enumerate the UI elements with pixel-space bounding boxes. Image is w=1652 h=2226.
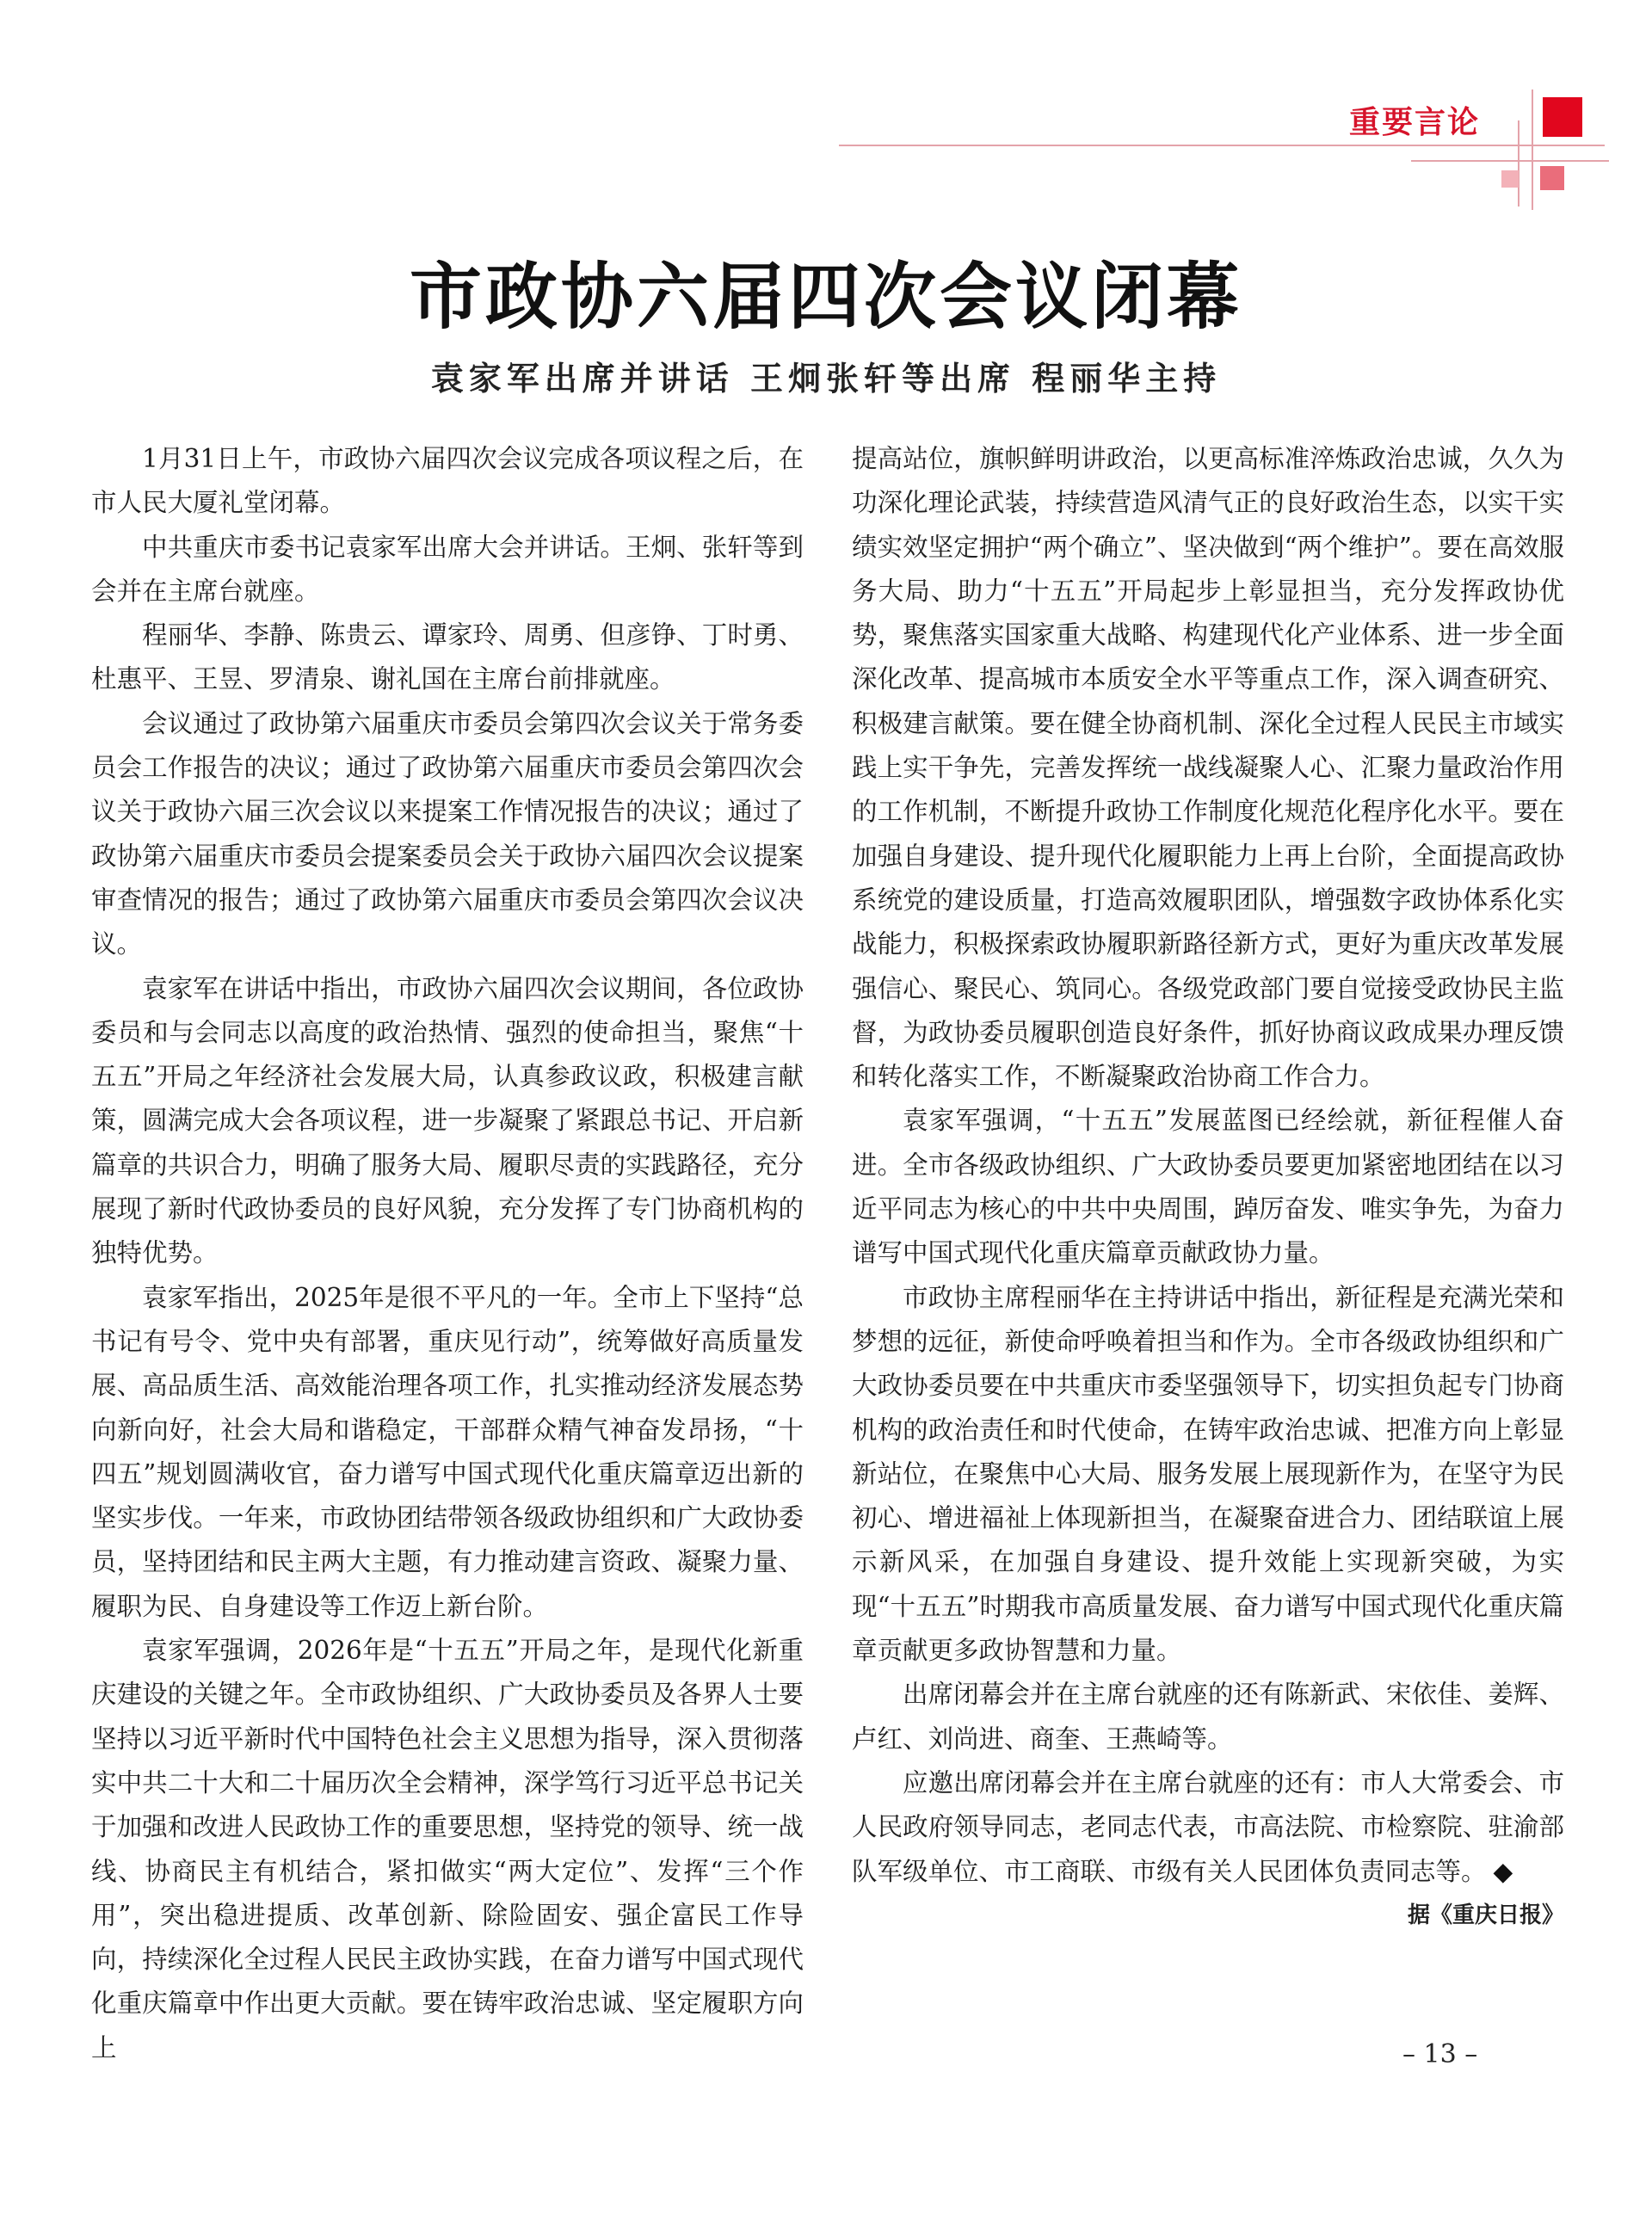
article-source: 据《重庆日报》 (1407, 1902, 1564, 1928)
paragraph-final-text: 应邀出席闭幕会并在主席台就座的还有：市人大常委会、市人民政府领导同志，老同志代表，市高法院、市检察院、驻渝部队军级单位、市工商联、市级有关人民团体负责同志等。 (852, 1767, 1564, 1886)
header-rule-short (1411, 160, 1609, 162)
paragraph: 市政协主席程丽华在主持讲话中指出，新征程是充满光荣和梦想的远征，新使命呼唤着担当和作为。全市各级政协组织和广大政协委员要在中共重庆市委坚强领导下，切实担负起专门协商机构的政治责任和时代使命，在铸牢政治忠诚、把准方向上彰显新站位，在聚焦中心大局、服务发展上展现新作为，在坚守为民初心、增进福祉上体现新担当，在凝聚奋进合力、团结联谊上展示新风采，在加强自身建设、提升效能上实现新突破，为实现“十五五”时期我市高质量发展、奋力谱写中国式现代化重庆篇章贡献更多政协智慧和力量。 (852, 1282, 1564, 1666)
paragraph: 袁家军在讲话中指出，市政协六届四次会议期间，各位政协委员和与会同志以高度的政治热情、强烈的使命担当，聚焦“十五五”开局之年经济社会发展大局，认真参政议政，积极建言献策，圆满完成大会各项议程，进一步凝聚了紧跟总书记、开启新篇章的共识合力，明确了服务大局、履职尽责的实践路径，充分展现了新时代政协委员的良好风貌，充分发挥了专门协商机构的独特优势。 (91, 973, 804, 1268)
article-subtitle: 袁家军出席并讲话 王炯张轩等出席 程丽华主持 (430, 359, 1222, 398)
paragraph: 程丽华、李静、陈贵云、谭家玲、周勇、但彦铮、丁时勇、杜惠平、王昱、罗清泉、谢礼国在主席台前排就座。 (91, 620, 804, 694)
paragraph: 中共重庆市委书记袁家军出席大会并讲话。王炯、张轩等到会并在主席台就座。 (91, 532, 804, 606)
paragraph: 1月31日上午，市政协六届四次会议完成各项议程之后，在市人民大厦礼堂闭幕。 (91, 444, 804, 518)
paragraph-final (852, 1761, 1564, 1928)
paragraph: 袁家军强调，2026年是“十五五”开局之年，是现代化新重庆建设的关键之年。全市政协组织、广大政协委员及各界人士要坚持以习近平新时代中国特色社会主义思想为指导，深入贯彻落实中共二十大和二十届历次全会精神，深学笃行习近平总书记关于加强和改进人民政协工作的重要思想，坚持党的领导、统一战线、协商民主有机结合，紧扣做实“两大定位”、发挥“三个作用”，突出稳进提质、改革创新、除险固安、强企富民工作导向，持续深化全过程人民民主政协实践，在奋力谱写中国式现代化重庆篇章中作出更大贡献。要在铸牢政治忠诚、坚定履职方向上 (91, 1636, 804, 2063)
header-rule (839, 145, 1605, 146)
article-column-left (91, 437, 804, 2070)
article-column-right (852, 437, 1564, 1938)
header-square-tiny (1501, 170, 1519, 188)
paragraph: 袁家军强调，“十五五”发展蓝图已经绘就，新征程催人奋进。全市各级政协组织、广大政协委员要更加紧密地团结在以习近平同志为核心的中共中央周围，踔厉奋发、唯实争先，为奋力谱写中国式现代化重庆篇章贡献政协力量。 (852, 1106, 1564, 1268)
page-number: – 13 – (1402, 2039, 1478, 2069)
header-vertical-rule-short (1518, 120, 1519, 207)
header-square-large (1543, 97, 1582, 137)
paragraph: 出席闭幕会并在主席台就座的还有陈新武、宋依佳、姜辉、卢红、刘尚进、商奎、王燕崎等。 (852, 1680, 1564, 1754)
paragraph: 会议通过了政协第六届重庆市委员会第四次会议关于常务委员会工作报告的决议；通过了政协第六届重庆市委员会第四次会议关于政协六届三次会议以来提案工作情况报告的决议；通过了政协第六届重庆市委员会提案委员会关于政协六届四次会议提案审查情况的报告；通过了政协第六届重庆市委员会第四次会议决议。 (91, 708, 804, 959)
header-vertical-rule (1532, 89, 1533, 210)
article-title: 市政协六届四次会议闭幕 (409, 255, 1242, 339)
section-label: 重要言论 (1349, 105, 1481, 140)
paragraph: 袁家军指出，2025年是很不平凡的一年。全市上下坚持“总书记有号令、党中央有部署，重庆见行动”，统筹做好高质量发展、高品质生活、高效能治理各项工作，扎实推动经济发展态势向新向好，社会大局和谐稳定，干部群众精气神奋发昂扬，“十四五”规划圆满收官，奋力谱写中国式现代化重庆篇章迈出新的坚实步伐。一年来，市政协团结带领各级政协组织和广大政协委员，坚持团结和民主两大主题，有力推动建言资政、凝聚力量、履职为民、自身建设等工作迈上新台阶。 (91, 1282, 804, 1621)
paragraph-continued: 提高站位，旗帜鲜明讲政治，以更高标准淬炼政治忠诚，久久为功深化理论武装，持续营造风清气正的良好政治生态，以实干实绩实效坚定拥护“两个确立”、坚决做到“两个维护”。要在高效服务大局、助力“十五五”开局起步上彰显担当，充分发挥政协优势，聚焦落实国家重大战略、构建现代化产业体系、进一步全面深化改革、提高城市本质安全水平等重点工作，深入调查研究、积极建言献策。要在健全协商机制、深化全过程人民民主市域实践上实干争先，完善发挥统一战线凝聚人心、汇聚力量政治作用的工作机制，不断提升政协工作制度化规范化程序化水平。要在加强自身建设、提升现代化履职能力上再上台阶，全面提高政协系统党的建设质量，打造高效履职团队，增强数字政协体系化实战能力，积极探索政协履职新路径新方式，更好为重庆改革发展强信心、聚民心、筑同心。各级党政部门要自觉接受政协民主监督，为政协委员履职创造良好条件，抓好协商议政成果办理反馈和转化落实工作，不断凝聚政治协商工作合力。 (852, 444, 1564, 1092)
end-mark-icon: ◆ (1493, 1856, 1513, 1886)
header-square-small (1540, 166, 1564, 190)
